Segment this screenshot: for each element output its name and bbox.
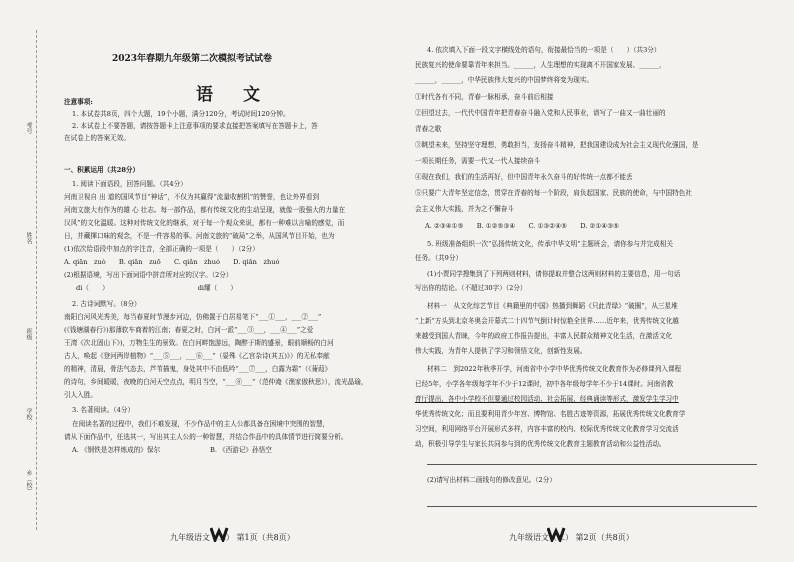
question-5-1-cont: 写出你的结论。（不超过30字）（2分）	[415, 284, 527, 292]
material-1-line: 材料一 从文化综艺节目《典籍里的中国》热播到舞蹈《只此青绿》“破圈”，从三星堆	[427, 302, 678, 310]
question-4-text: ______，______，中华民族伟大复兴的中国梦终将变为现实。	[415, 76, 594, 84]
material-2-line: 华优秀传统文化；而且要利用青少年宫、博物馆、名胜古迹等资源，拓展优秀传统文化教育学	[415, 410, 686, 418]
subject-title: 语文	[196, 85, 290, 105]
material-1-line: 伟大实践，为青年人提供了学习和领悟文化，创新性发展。	[415, 347, 587, 355]
exam-title: 2023年春期九年级第二次模拟考试试卷	[112, 54, 273, 64]
material-1-line: 来越受到国人青睐，今年的政府工作报告提出，丰富人民群众精神文化生活，在激活文化	[415, 332, 673, 340]
question-5-cont: 任务。（共9分）	[415, 254, 463, 262]
poem-line: 的精神，清晨，骨法气态去，芦苇描鬼，身处其中不由低吟“___⑦___，白露为霜”（《蒹葭》	[64, 365, 332, 373]
passage-line: 河南文旅大有作为的雄 心 壮志。每一部作品，都有传统文化的生动呈现，就像一股强大的力量在	[64, 206, 346, 214]
section-1-heading: 一、积累运用（共28分）	[64, 166, 140, 174]
margin-label-name: 姓名	[25, 232, 32, 244]
material-1-line: “上新”方头到北京冬奥会开幕式二十四节气倒计时惊艳全世界……近年来，优秀传统文化越	[415, 317, 679, 325]
passage-line: 河南卫视自 出 道的国风节目“神话”，不仅为其赢得“流量收割机”的赞誉，也让外界看到	[64, 193, 320, 201]
question-5-1: (1)小贾同学搜集到了下列两则材料，请你提取并整合这两则材料的主要信息，用一句话	[427, 270, 681, 278]
notice-title: 注意事项:	[64, 98, 93, 106]
answer-line[interactable]	[427, 506, 757, 507]
question-3: 3. 名著阅读。（4分）	[72, 406, 135, 414]
poem-line: 的诗句，乡间暖暖，夜晚的白河天空点点，明月当空，“___⑧___”（范仲淹《渔家傲秋思》），流光晶瑜，	[64, 378, 368, 386]
question-1-1-options: A. qiān zuò B. qiān zuō C. qiǎn zhuó D. qiān zhuó	[64, 258, 280, 266]
question-4-option: 会主义伟大实践，并为之不懈奋斗	[415, 205, 514, 213]
question-3-text: 在阅读名著的过程中，我们不难发现，不少作品中的主人公都具备在困境中突围的智慧，	[72, 420, 330, 428]
watermark-logo-icon	[547, 526, 569, 542]
material-2-underlined-line: 育厅提出，各中小学校不但要通过校园活动、社会拓展、经典诵读等形式，激发学生学习中	[415, 395, 679, 403]
question-5: 5. 班级准备组织一次“弘扬传统文化，传承中华文明”主题班会，请你参与并完成相关	[427, 240, 673, 248]
binding-line	[36, 30, 37, 530]
notice-2: 2. 本试卷上不要答题，请按答题卡上注意事项的要求直接把答案填写在答题卡上，答	[72, 122, 318, 130]
poem-line: 古人，唤起《登河两岸植物》“___⑤___，___⑥___”（晏殊《乙宫杂诗(其五)》）的无私奉献	[64, 352, 330, 360]
question-3-option-b: B. 《西游记》孙悟空	[210, 446, 272, 454]
question-3-text: 请从下面作品中，任选其一，写出其主人公的一种智慧，并结合作品中的具体情节进行简要分析。	[64, 433, 348, 441]
page-footer: 九年级语文（二） 第1页（共8页）	[170, 533, 295, 542]
question-4: 4. 依次填入下面一段文字横线处的语句，衔接最恰当的一项是（ ）（共3分）	[427, 46, 661, 54]
margin-label-school: 学校	[25, 408, 32, 420]
question-1-2-blanks: di（ ） di耀（ ）	[76, 284, 238, 292]
page-footer: 九年级语文（二） 第2页（共8页）	[509, 533, 634, 542]
poem-line: (《钱塘湖春行》)那薄软车商着的江南；春夏之时，白河一派“___③___，___④___”之爱	[64, 326, 314, 334]
passage-line: 汉风”的文化温暖。这种对传统文化的继承，对于每一个观众来说，都有一种难以言喻的感觉，而	[64, 219, 345, 227]
passage-line: 日，并藏揮口味的观念，不是一件容易的事。河南文旅的“破局”之举，从国风节目开始，也为	[64, 232, 335, 240]
right-page	[397, 0, 794, 562]
poem-line: 引人入胜。	[64, 391, 97, 399]
question-4-option: 一项长期任务，需要一代又一代人接续奋斗	[415, 157, 541, 165]
material-2-line: 习空间，利用网络平台开展形式多样，内容丰富的校内、校际优秀传统文化教育学习交流活	[415, 425, 679, 433]
question-1-2: (2)根据语境，写出下面词语中拼音所对应的汉字。（2分）	[64, 271, 233, 279]
question-1-1: (1)依次给语段中加点的字注音，全部正确的一项是（ ）（2分）	[64, 245, 259, 253]
poem-line: 王湾《次北固山下》)，万物生生的景致。在白河畔饱游远，陶醉于斯的盛景，眼前顺畅的白河	[64, 339, 334, 347]
question-4-choices: A. ②③④①⑤ B. ①②⑤③④ C. ①③②④⑤ D. ②①④③⑤	[425, 222, 620, 230]
material-2-line: 材料二 到2022年秋季开学，河南省中小学中华优秀传统文化教育作为必修课列入课程	[427, 365, 682, 373]
poem-line: 南阳白河风光秀美，每当春夏时节漫步河边，仿佛置于白居易笔下“___①___，___②___”	[64, 313, 322, 321]
margin-label-class: 班级	[25, 328, 32, 340]
notice-3: 在试卷上的答案无效。	[64, 134, 130, 142]
margin-label-exam-number: 考号	[25, 122, 32, 134]
question-3-option-a: A. 《钢铁是怎样炼成的》保尔	[72, 446, 161, 454]
question-2: 2. 古诗词默写。（8分）	[72, 300, 141, 308]
question-4-text: 民族复兴的使命要靠青年来担当。______，人生理想的实现离不开国家发展、______，	[415, 61, 666, 69]
answer-line[interactable]	[427, 464, 757, 465]
material-2-line: 动，积极引导学生与家长共同参与到的优秀传统文化教育主题教育活动和公益性活动。	[415, 440, 666, 448]
question-4-option: ②回望过去，一代代中国青年把青春奋斗融入党和人民事业，谱写了一曲又一曲壮丽的	[415, 109, 666, 117]
question-5-2: (2)请写出材料二画线句的修改意见。（2分）	[427, 476, 556, 484]
question-4-option: 青春之歌	[415, 125, 442, 133]
material-2-line: 已经5年，小学各年级每学年不少于12课时，初中各年级每学年不少于14课时。河南省教	[415, 380, 674, 388]
question-4-option: ③眺望未来，坚持坚守理想，勇敢担当，发扬奋斗精神，把我国建设成为社会主义现代化强国，是	[415, 141, 699, 149]
question-4-option: ⑤只要广大青年坚定信念，贯穿在青春的每一个阶段，肩负起国家、民族的使命，与中国特色社	[415, 189, 692, 197]
question-4-option: ①时代各有不同，青春一脉相承，奋斗前后相接	[415, 93, 554, 101]
margin-label-town: 乡（校）	[25, 470, 32, 494]
question-1: 1. 阅读下面语段，回答问题。（共4分）	[72, 180, 187, 188]
question-4-option: ④现在我们，我们的生活再好，但中国青年永久奋斗的好传统一点都不能丢	[415, 173, 633, 181]
notice-1: 1. 本试卷共8页，四个大题，19个小题，满分120分，考试时间120分钟。	[72, 110, 290, 118]
watermark-logo-icon	[210, 526, 232, 542]
